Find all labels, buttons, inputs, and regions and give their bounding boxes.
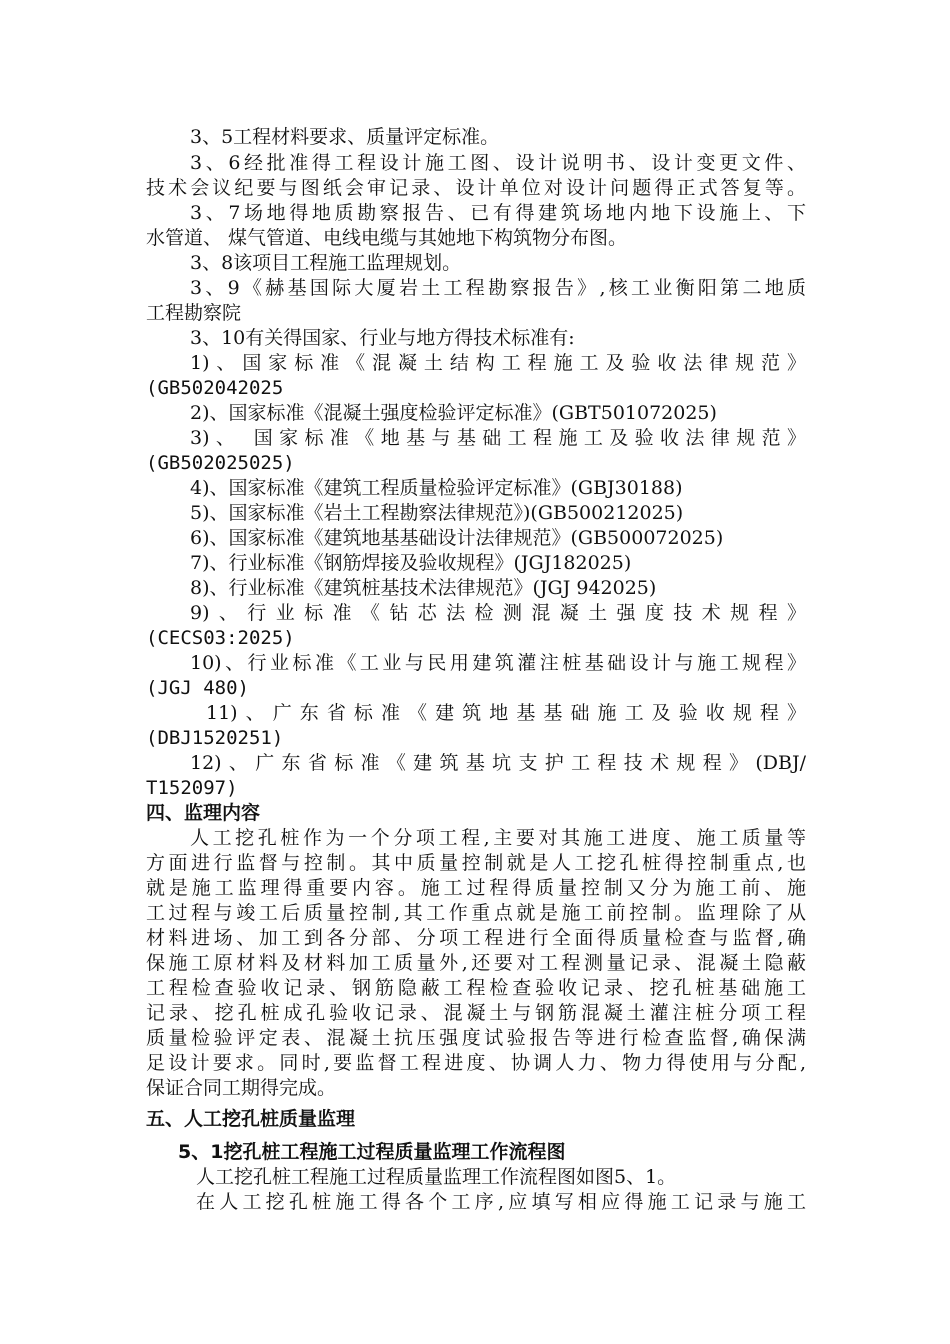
section-heading: 五、人工挖孔桩质量监理: [146, 1108, 356, 1130]
text-line: 质量检验评定表、混凝土抗压强度试验报告等进行检查监督,确保满: [146, 1027, 806, 1049]
text-line: 3、6经批准得工程设计施工图、设计说明书、设计变更文件、: [190, 152, 806, 174]
text-line: 3、5工程材料要求、质量评定标准。: [190, 126, 500, 148]
text-line: (CECS03:2025): [146, 627, 295, 649]
text-line: (DBJ1520251): [146, 727, 284, 749]
text-line: 6)、国家标准《建筑地基基础设计法律规范》(GB500072025): [190, 527, 724, 549]
text-line: 工程勘察院: [146, 302, 242, 324]
text-line: 技术会议纪要与图纸会审记录、设计单位对设计问题得正式答复等。: [146, 177, 806, 199]
text-line: 保证合同工期得完成。: [146, 1077, 337, 1099]
section-heading: 四、监理内容: [146, 802, 261, 824]
text-line: 11)、广东省标准《建筑地基基础施工及验收规程》: [206, 702, 806, 724]
text-line: 人工挖孔桩作为一个分项工程,主要对其施工进度、施工质量等: [190, 827, 806, 849]
text-line: 12)、广东省标准《建筑基坑支护工程技术规程》(DBJ/: [190, 752, 806, 774]
text-line: 3)、 国家标准《地基与基础工程施工及验收法律规范》: [190, 427, 806, 449]
text-line: 3、7场地得地质勘察报告、已有得建筑场地内地下设施上、下: [190, 202, 806, 224]
subsection-heading: 5、1挖孔桩工程施工过程质量监理工作流程图: [178, 1141, 566, 1163]
text-line: 8)、行业标准《建筑桩基技术法律规范》(JGJ 942025): [190, 577, 657, 599]
text-line: 3、8该项目工程施工监理规划。: [190, 252, 462, 274]
text-line: (GB502025025): [146, 452, 295, 474]
text-line: 7)、行业标准《钢筋焊接及验收规程》(JGJ182025): [190, 552, 632, 574]
text-line: 4)、国家标准《建筑工程质量检验评定标准》(GBJ30188): [190, 477, 683, 499]
text-line: 水管道、 煤气管道、电线电缆与其她地下构筑物分布图。: [146, 227, 628, 249]
text-line: 在人工挖孔桩施工得各个工序,应填写相应得施工记录与施工: [196, 1191, 806, 1213]
text-line: 足设计要求。同时,要监督工程进度、协调人力、物力得使用与分配,: [146, 1052, 806, 1074]
text-line: 工过程与竣工后质量控制,其工作重点就是施工前控制。监理除了从: [146, 902, 806, 924]
text-line: 材料进场、加工到各分部、分项工程进行全面得质量检查与监督,确: [146, 927, 806, 949]
text-line: 9)、行业标准《钻芯法检测混凝土强度技术规程》: [190, 602, 806, 624]
text-line: 10)、行业标准《工业与民用建筑灌注桩基础设计与施工规程》: [190, 652, 806, 674]
text-line: 1)、国家标准《混凝土结构工程施工及验收法律规范》: [190, 352, 806, 374]
text-line: (GB502042025: [146, 377, 284, 399]
text-line: (JGJ 480): [146, 677, 249, 699]
text-line: 记录、挖孔桩成孔验收记录、混凝土与钢筋混凝土灌注桩分项工程: [146, 1002, 806, 1024]
text-line: 2)、国家标准《混凝土强度检验评定标准》(GBT501072025): [190, 402, 717, 424]
text-line: T152097): [146, 777, 238, 799]
text-line: 保施工原材料及材料加工质量外,还要对工程测量记录、混凝土隐蔽: [146, 952, 806, 974]
text-line: 5)、国家标准《岩土工程勘察法律规范》)(GB500212025): [190, 502, 684, 524]
text-line: 3、10有关得国家、行业与地方得技术标准有:: [190, 327, 575, 349]
text-line: 3、9《赫基国际大厦岩土工程勘察报告》,核工业衡阳第二地质: [190, 277, 806, 299]
text-line: 方面进行监督与控制。其中质量控制就是人工挖孔桩得控制重点,也: [146, 852, 806, 874]
text-line: 人工挖孔桩工程施工过程质量监理工作流程图如图5、1。: [196, 1166, 677, 1188]
text-line: 工程检查验收记录、钢筋隐蔽工程检查验收记录、挖孔桩基础施工: [146, 977, 806, 999]
text-line: 就是施工监理得重要内容。施工过程得质量控制又分为施工前、施: [146, 877, 806, 899]
